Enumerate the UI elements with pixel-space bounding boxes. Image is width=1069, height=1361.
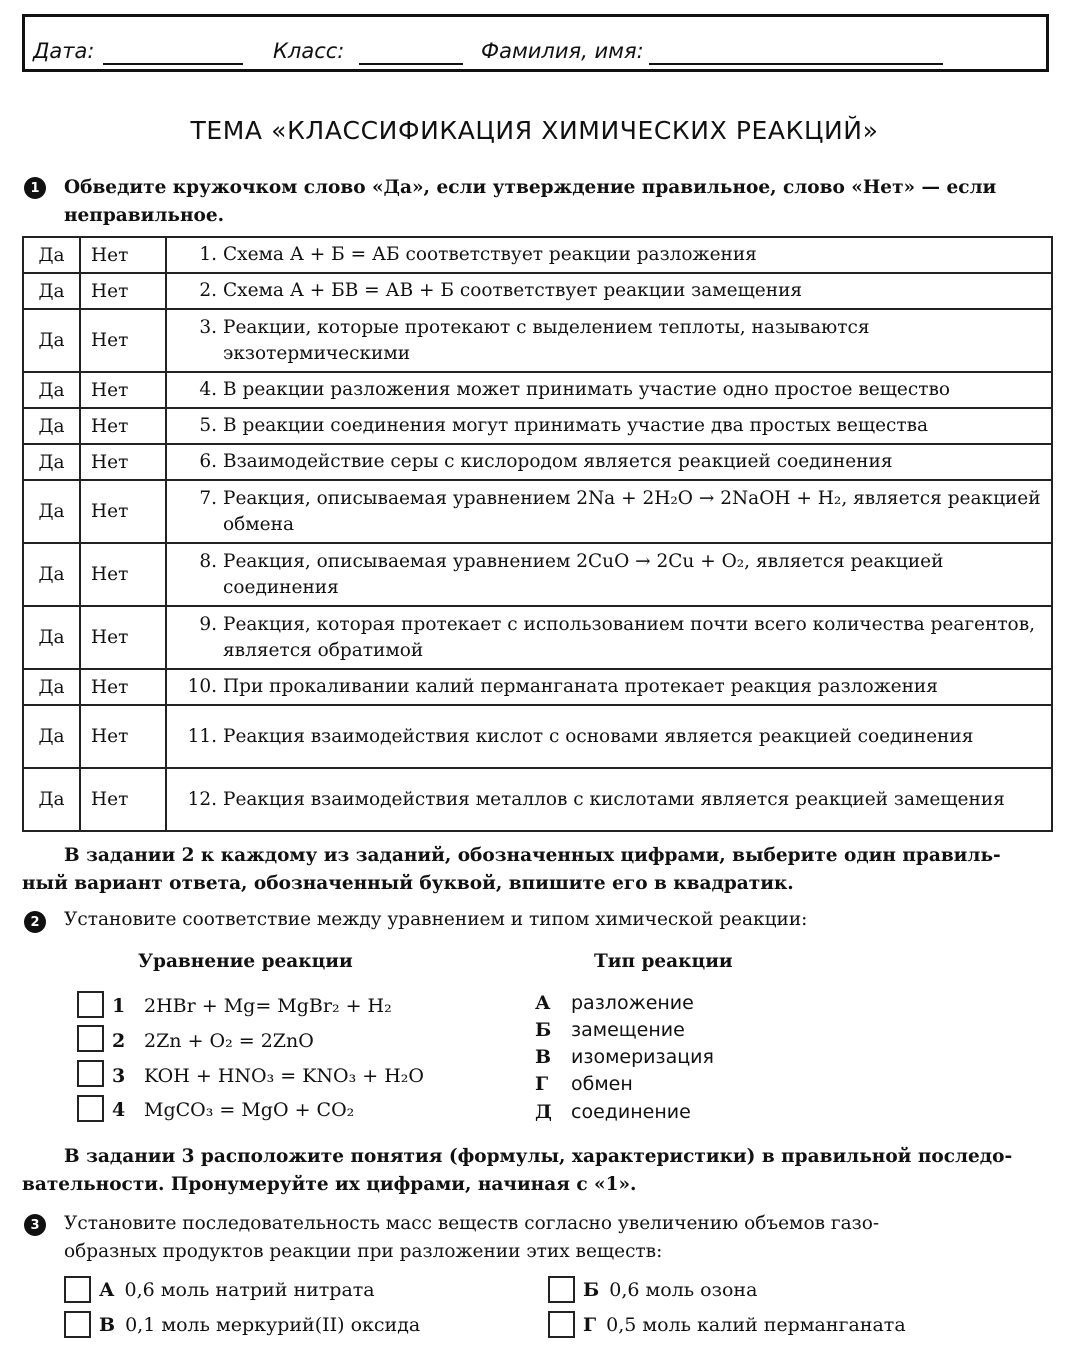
option-letter: А: [99, 1278, 115, 1301]
table-row: [23, 309, 1052, 372]
option-text: 0,5 моль калий перманганата: [606, 1313, 906, 1336]
type-text: замещение: [571, 1019, 685, 1041]
type-letter: В: [535, 1046, 552, 1068]
task3-instruction: [64, 1210, 1049, 1266]
option-text: 0,6 моль озона: [609, 1278, 758, 1301]
statement-number: 2.: [199, 280, 217, 301]
type-text: разложение: [571, 992, 694, 1014]
option-g: [548, 1311, 906, 1338]
answer-box[interactable]: [64, 1311, 91, 1338]
statement-text: Схема А + БВ = АВ + Б соответствует реакции замещения: [223, 280, 803, 301]
equation-number: 1: [112, 995, 126, 1017]
yes-option[interactable]: Да: [23, 606, 80, 669]
type-text: изомеризация: [571, 1046, 714, 1068]
task3-instruction-line1: Установите последовательность масс веществ согласно увеличению объемов газо-: [64, 1213, 880, 1234]
date-field[interactable]: [103, 63, 243, 65]
yes-option[interactable]: Да: [23, 669, 80, 705]
equation-number: 4: [112, 1099, 126, 1121]
statement-number: 8.: [199, 550, 217, 572]
task1-instruction-line1: Обведите кружочком слово «Да», если утверждение правильное, слово «Нет» — если: [64, 177, 997, 198]
equation-column-header: Уравнение реакции: [138, 951, 353, 972]
no-option[interactable]: Нет: [80, 705, 166, 768]
type-column-header: Тип реакции: [594, 951, 733, 972]
class-label: Класс:: [273, 39, 345, 63]
equation-text: KOH + HNO₃ = KNO₃ + H₂O: [144, 1065, 424, 1087]
type-text: соединение: [571, 1101, 691, 1123]
statement-text: Реакция, описываемая уравнением 2CuO → 2Cu + O₂, является реакцией соединения: [223, 550, 944, 598]
answer-box[interactable]: [77, 1060, 104, 1087]
statement-number: 3.: [199, 316, 217, 338]
task1-instruction-line2: неправильное.: [64, 205, 225, 226]
table-row: [23, 444, 1052, 480]
option-v: [64, 1311, 420, 1338]
task2-intro-line2: ный вариант ответа, обозначенный буквой, впишите его в квадратик.: [22, 873, 794, 894]
table-row: [23, 273, 1052, 309]
statement-number: 10.: [187, 676, 217, 697]
statement-number: 4.: [199, 379, 217, 400]
statement-number: 1.: [199, 244, 217, 265]
option-b: [548, 1276, 757, 1303]
task2-instruction: Установите соответствие между уравнением и типом химической реакции:: [64, 909, 808, 930]
statement-text: Реакция взаимодействия металлов с кислотами является реакцией замещения: [223, 788, 1005, 810]
answer-box[interactable]: [77, 1025, 104, 1052]
date-label: Дата:: [33, 39, 95, 63]
statement-text: В реакции соединения могут принимать участие два простых вещества: [223, 415, 929, 436]
name-label: Фамилия, имя:: [481, 39, 644, 63]
option-text: 0,6 моль натрий нитрата: [124, 1278, 375, 1301]
answer-box[interactable]: [548, 1311, 575, 1338]
statement-text: Реакция, которая протекает с использованием почти всего количества реагентов, является обратимой: [223, 613, 1035, 661]
no-option[interactable]: Нет: [80, 408, 166, 444]
task3-number-badge: 3: [24, 1214, 46, 1236]
no-option[interactable]: Нет: [80, 606, 166, 669]
statement-text: Взаимодействие серы с кислородом является реакцией соединения: [223, 451, 893, 472]
option-text: 0,1 моль меркурий(II) оксида: [125, 1313, 421, 1336]
statement-text: Реакции, которые протекают с выделением теплоты, называются экзотермическими: [223, 316, 870, 364]
task2-number-badge: 2: [24, 911, 46, 933]
no-option[interactable]: Нет: [80, 237, 166, 273]
yes-option[interactable]: Да: [23, 480, 80, 543]
answer-box[interactable]: [548, 1276, 575, 1303]
equation-text: 2HBr + Mg= MgBr₂ + H₂: [144, 995, 392, 1017]
table-row: [23, 408, 1052, 444]
no-option[interactable]: Нет: [80, 669, 166, 705]
type-text: обмен: [571, 1073, 633, 1095]
statement-text: При прокаливании калий перманганата протекает реакция разложения: [223, 676, 938, 697]
class-field[interactable]: [359, 63, 463, 65]
no-option[interactable]: Нет: [80, 768, 166, 831]
statement-text: В реакции разложения может принимать участие одно простое вещество: [223, 379, 951, 400]
option-letter: В: [99, 1313, 116, 1336]
statement-number: 12.: [187, 788, 217, 810]
page-title: ТЕМА «КЛАССИФИКАЦИЯ ХИМИЧЕСКИХ РЕАКЦИЙ»: [190, 116, 879, 145]
statement-number: 9.: [199, 613, 217, 635]
statement-number: 7.: [199, 487, 217, 509]
task2-intro-line1: В задании 2 к каждому из заданий, обозначенных цифрами, выберите один правиль-: [64, 845, 1001, 866]
no-option[interactable]: Нет: [80, 444, 166, 480]
option-letter: Г: [583, 1313, 597, 1336]
answer-box[interactable]: [77, 991, 104, 1018]
yes-option[interactable]: Да: [23, 309, 80, 372]
task1-instruction: [64, 174, 1049, 230]
answer-box[interactable]: [64, 1276, 91, 1303]
table-row: [23, 480, 1052, 543]
task3-intro-line1: В задании 3 расположите понятия (формулы, характеристики) в правильной последо-: [64, 1146, 1013, 1167]
table-row: [23, 669, 1052, 705]
answer-box[interactable]: [77, 1095, 104, 1122]
yes-option[interactable]: Да: [23, 543, 80, 606]
option-a: [64, 1276, 375, 1303]
statement-text: Реакция, описываемая уравнением 2Na + 2H₂O → 2NaOH + H₂, является реакцией обмена: [223, 487, 1041, 535]
yes-option[interactable]: Да: [23, 237, 80, 273]
statement-number: 11.: [187, 725, 217, 747]
no-option[interactable]: Нет: [80, 543, 166, 606]
table-row: [23, 237, 1052, 273]
statement-number: 6.: [199, 451, 217, 472]
yes-option[interactable]: Да: [23, 705, 80, 768]
task1-table: [22, 236, 1053, 832]
table-row: [23, 372, 1052, 408]
task2-intro: [22, 842, 1053, 898]
statement-number: 5.: [199, 415, 217, 436]
task3-intro: [22, 1143, 1053, 1199]
task1-number-badge: 1: [24, 177, 46, 199]
statement-text: Схема А + Б = АБ соответствует реакции разложения: [223, 244, 757, 265]
table-row: [23, 705, 1052, 768]
option-letter: Б: [583, 1278, 600, 1301]
equation-text: 2Zn + O₂ = 2ZnO: [144, 1030, 314, 1052]
no-option[interactable]: Нет: [80, 309, 166, 372]
task3-intro-line2: вательности. Пронумеруйте их цифрами, начиная с «1».: [22, 1174, 637, 1195]
yes-option[interactable]: Да: [23, 372, 80, 408]
type-letter: А: [535, 992, 551, 1014]
type-letter: Д: [535, 1101, 552, 1123]
yes-option[interactable]: Да: [23, 273, 80, 309]
table-row: [23, 606, 1052, 669]
type-letter: Г: [535, 1073, 549, 1095]
equation-text: MgCO₃ = MgO + CO₂: [144, 1099, 355, 1121]
yes-option[interactable]: Да: [23, 408, 80, 444]
equation-number: 2: [112, 1030, 126, 1052]
type-letter: Б: [535, 1019, 552, 1041]
no-option[interactable]: Нет: [80, 372, 166, 408]
table-row: [23, 543, 1052, 606]
no-option[interactable]: Нет: [80, 480, 166, 543]
yes-option[interactable]: Да: [23, 444, 80, 480]
equation-number: 3: [112, 1065, 126, 1087]
header-box: [22, 14, 1049, 72]
name-field[interactable]: [649, 63, 943, 65]
statement-text: Реакция взаимодействия кислот с основами является реакцией соединения: [223, 725, 974, 747]
task3-instruction-line2: образных продуктов реакции при разложении этих веществ:: [64, 1241, 663, 1262]
table-row: [23, 768, 1052, 831]
no-option[interactable]: Нет: [80, 273, 166, 309]
yes-option[interactable]: Да: [23, 768, 80, 831]
